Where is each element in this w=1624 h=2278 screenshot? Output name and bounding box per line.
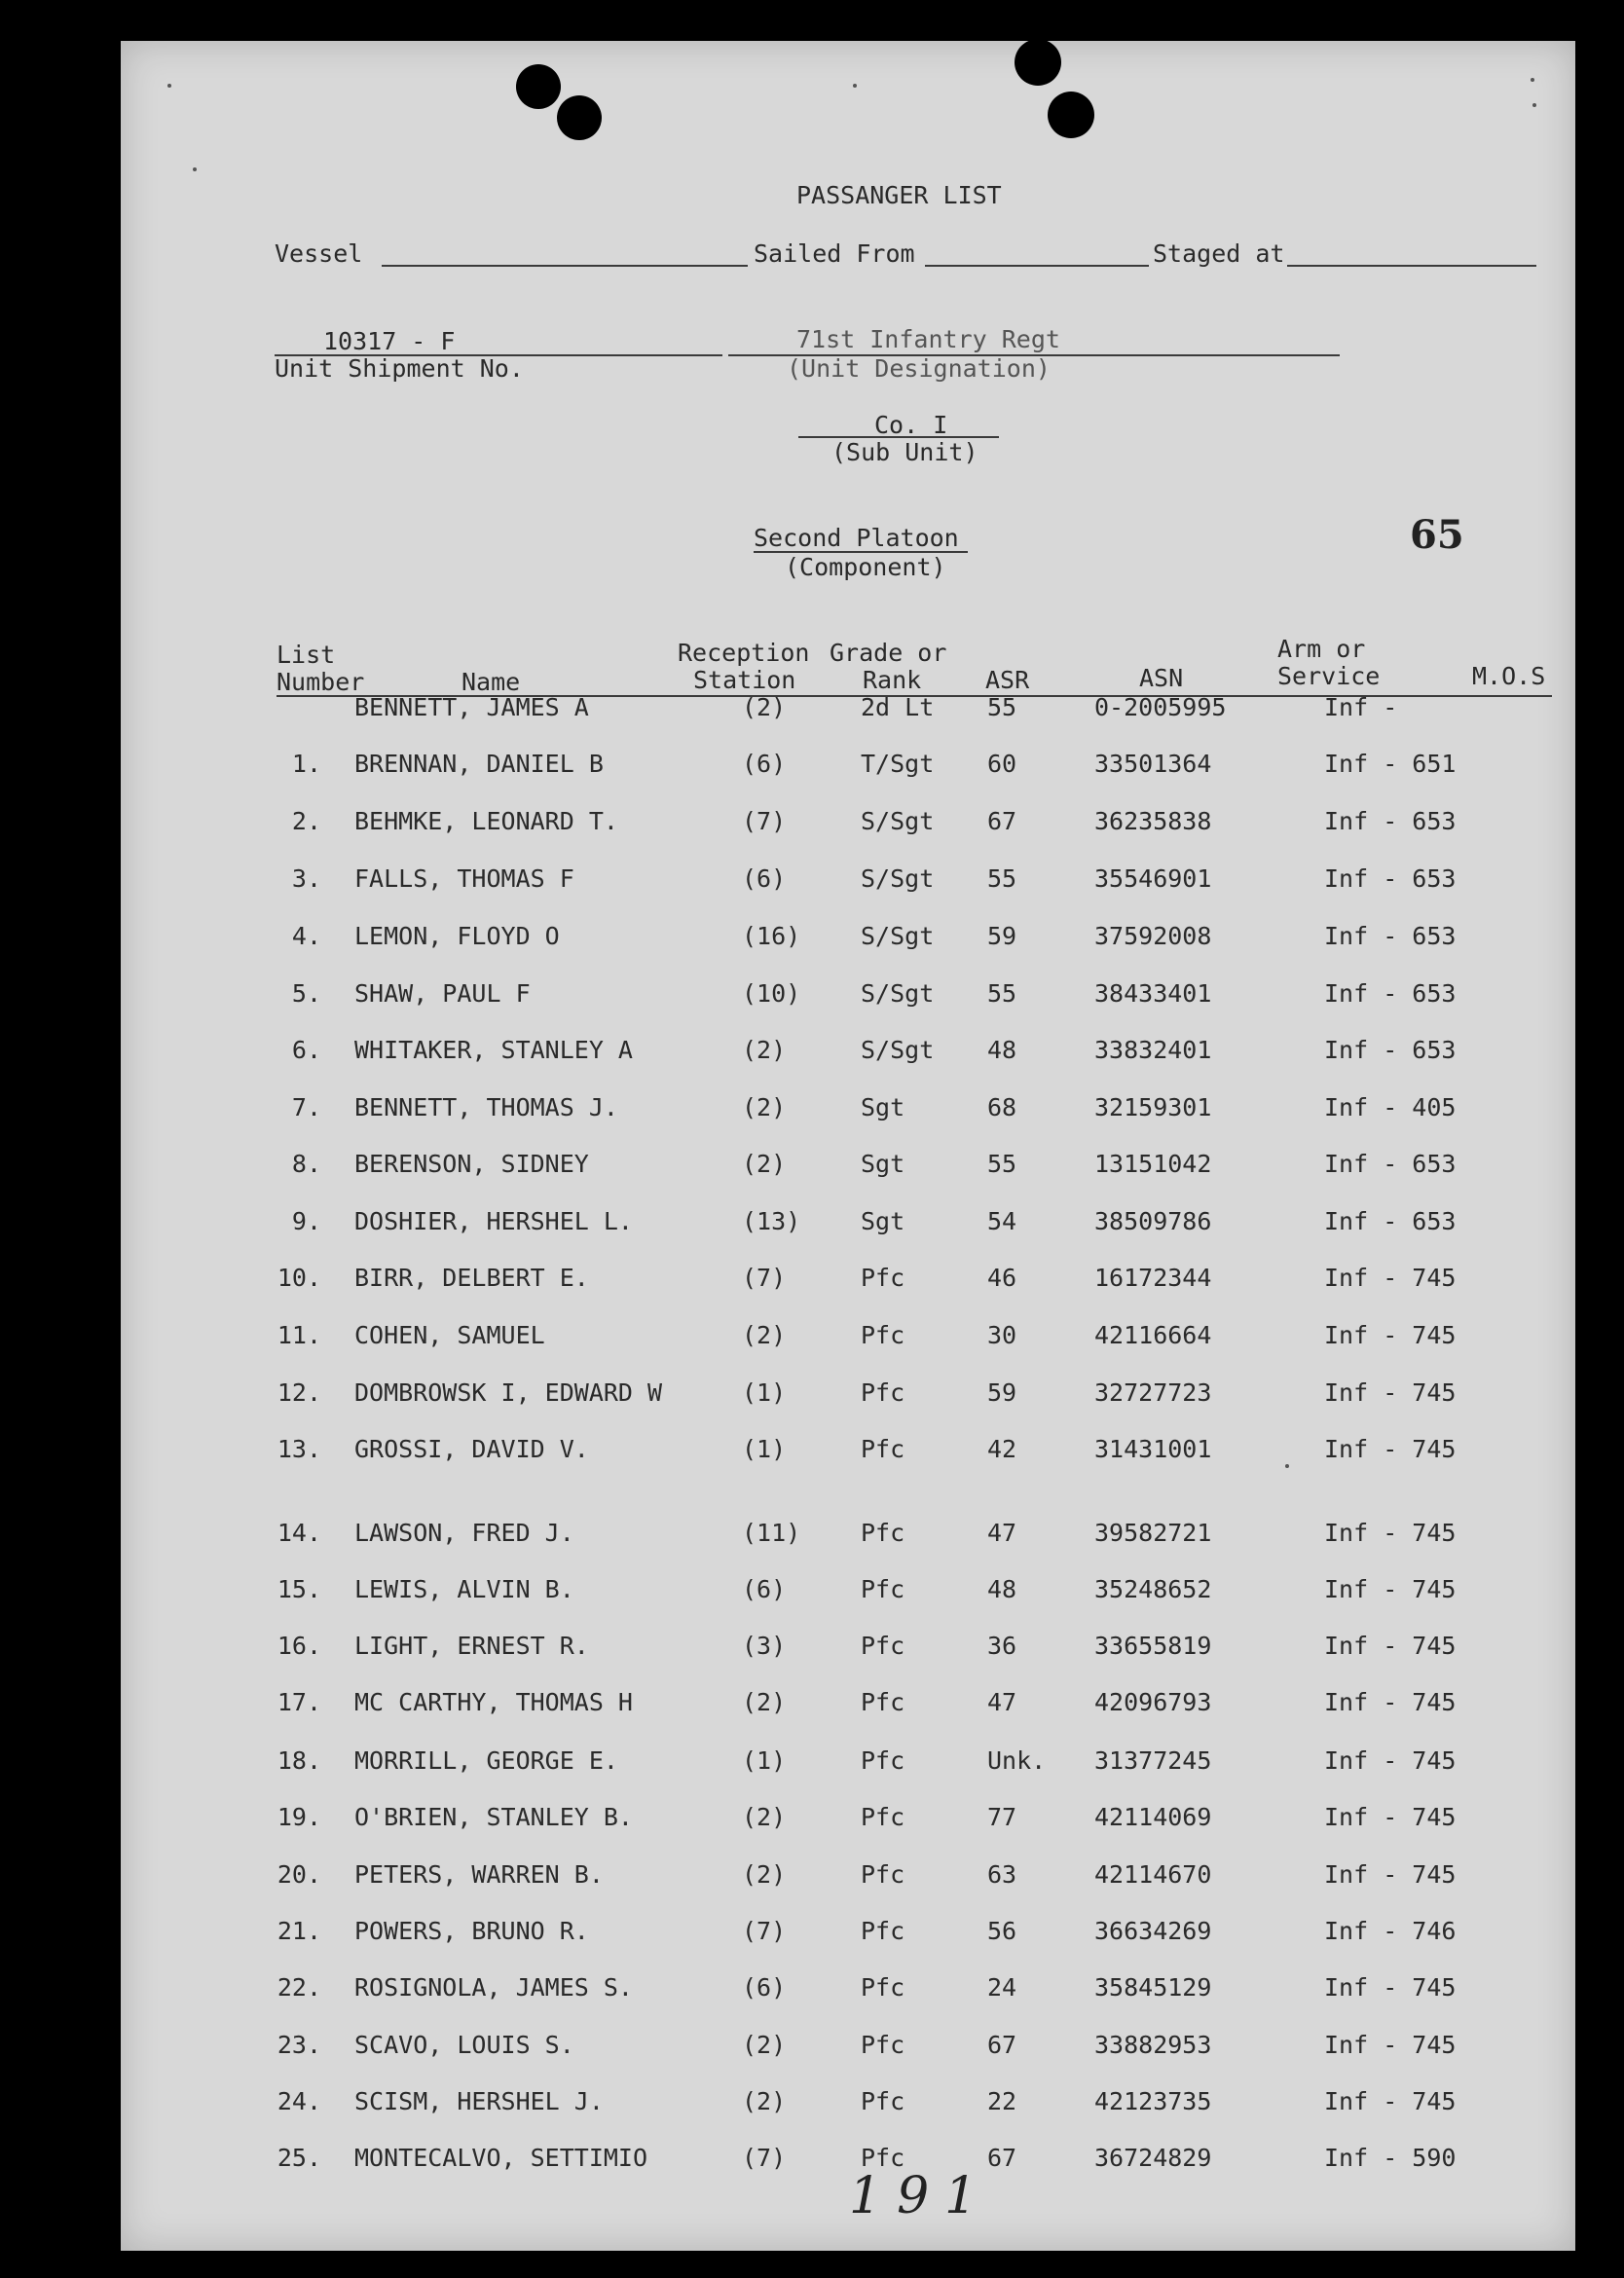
arm-and-mos: Inf - 745 xyxy=(1324,1575,1457,1603)
passenger-name: LEMON, FLOYD O xyxy=(354,922,560,950)
asn-number: 36235838 xyxy=(1094,807,1212,835)
officer-asn: 0-2005995 xyxy=(1094,693,1227,721)
grade: Pfc xyxy=(861,1632,905,1660)
list-number: 7. xyxy=(291,1093,321,1121)
reception-station: (6) xyxy=(742,1575,787,1603)
asn-number: 42114069 xyxy=(1094,1803,1212,1831)
passenger-name: BIRR, DELBERT E. xyxy=(354,1264,589,1292)
asr-score: 42 xyxy=(987,1435,1017,1463)
arm-and-mos: Inf - 745 xyxy=(1324,1264,1457,1292)
reception-station: (1) xyxy=(742,1435,787,1463)
list-number: 23. xyxy=(277,2031,321,2059)
passenger-name: MONTECALVO, SETTIMIO xyxy=(354,2144,648,2172)
asn-number: 35845129 xyxy=(1094,1973,1212,2002)
arm-and-mos: Inf - 745 xyxy=(1324,1860,1457,1889)
paper-speck xyxy=(1531,78,1534,82)
asr-score: Unk. xyxy=(987,1746,1047,1775)
passenger-name: BEHMKE, LEONARD T. xyxy=(354,807,618,835)
list-number: 14. xyxy=(277,1519,321,1547)
grade: Pfc xyxy=(861,1803,905,1831)
grade: Sgt xyxy=(861,1093,905,1121)
reception-station: (2) xyxy=(742,2087,787,2115)
list-number: 17. xyxy=(277,1688,321,1716)
table-row xyxy=(0,1207,1624,1246)
asr-score: 36 xyxy=(987,1632,1017,1660)
passenger-name: MORRILL, GEORGE E. xyxy=(354,1746,618,1775)
table-row xyxy=(0,922,1624,961)
arm-and-mos: Inf - 653 xyxy=(1324,922,1457,950)
arm-and-mos: Inf - 745 xyxy=(1324,1746,1457,1775)
table-row xyxy=(0,1264,1624,1303)
grade: S/Sgt xyxy=(861,1036,935,1064)
column-header-grade-2: Rank xyxy=(863,666,922,694)
grade: Pfc xyxy=(861,1860,905,1889)
staged-at-underline xyxy=(1287,265,1536,267)
table-row xyxy=(0,750,1624,789)
reception-station: (7) xyxy=(742,2144,787,2172)
asn-number: 33882953 xyxy=(1094,2031,1212,2059)
punch-hole-left-top xyxy=(516,64,561,109)
asr-score: 55 xyxy=(987,979,1017,1008)
officer-row xyxy=(0,693,1624,732)
page-number: 65 xyxy=(1410,512,1464,558)
passenger-name: COHEN, SAMUEL xyxy=(354,1321,545,1349)
passenger-name: LEWIS, ALVIN B. xyxy=(354,1575,574,1603)
arm-and-mos: Inf - 745 xyxy=(1324,1435,1457,1463)
reception-station: (1) xyxy=(742,1746,787,1775)
arm-and-mos: Inf - 745 xyxy=(1324,1803,1457,1831)
list-number: 24. xyxy=(277,2087,321,2115)
asn-number: 38509786 xyxy=(1094,1207,1212,1235)
reception-station: (3) xyxy=(742,1632,787,1660)
grade: Pfc xyxy=(861,1378,905,1407)
table-row xyxy=(0,1575,1624,1614)
officer-arm: Inf - xyxy=(1324,693,1398,721)
table-row xyxy=(0,1378,1624,1417)
asn-number: 33832401 xyxy=(1094,1036,1212,1064)
passenger-name: LIGHT, ERNEST R. xyxy=(354,1632,589,1660)
unit-designation-label: (Unit Designation) xyxy=(787,354,1051,383)
column-header-list-number-2: Number xyxy=(277,668,365,696)
list-number: 5. xyxy=(291,979,321,1008)
vessel-label: Vessel xyxy=(275,239,363,268)
reception-station: (2) xyxy=(742,1803,787,1831)
grade: Pfc xyxy=(861,1519,905,1547)
list-number: 15. xyxy=(277,1575,321,1603)
asn-number: 35546901 xyxy=(1094,864,1212,893)
passenger-name: BRENNAN, DANIEL B xyxy=(354,750,604,778)
passenger-name: FALLS, THOMAS F xyxy=(354,864,574,893)
passenger-name: WHITAKER, STANLEY A xyxy=(354,1036,633,1064)
grade: Pfc xyxy=(861,1746,905,1775)
unit-shipment-label: Unit Shipment No. xyxy=(275,354,524,383)
list-number: 16. xyxy=(277,1632,321,1660)
passenger-name: GROSSI, DAVID V. xyxy=(354,1435,589,1463)
reception-station: (13) xyxy=(742,1207,801,1235)
table-row xyxy=(0,2087,1624,2126)
table-row xyxy=(0,1150,1624,1189)
table-row xyxy=(0,1803,1624,1842)
list-number: 3. xyxy=(291,864,321,893)
table-row xyxy=(0,1688,1624,1727)
table-row xyxy=(0,1917,1624,1956)
arm-and-mos: Inf - 653 xyxy=(1324,864,1457,893)
asr-score: 63 xyxy=(987,1860,1017,1889)
paper-speck xyxy=(167,84,171,88)
reception-station: (10) xyxy=(742,979,801,1008)
passenger-name: POWERS, BRUNO R. xyxy=(354,1917,589,1945)
table-row xyxy=(0,1632,1624,1671)
asn-number: 31431001 xyxy=(1094,1435,1212,1463)
reception-station: (2) xyxy=(742,1321,787,1349)
reception-station: (11) xyxy=(742,1519,801,1547)
asn-number: 42116664 xyxy=(1094,1321,1212,1349)
asr-score: 22 xyxy=(987,2087,1017,2115)
punch-hole-left-bottom xyxy=(557,95,602,140)
grade: Pfc xyxy=(861,1321,905,1349)
reception-station: (7) xyxy=(742,1264,787,1292)
list-number: 18. xyxy=(277,1746,321,1775)
passenger-name: SCISM, HERSHEL J. xyxy=(354,2087,604,2115)
table-row xyxy=(0,1036,1624,1075)
reception-station: (2) xyxy=(742,2031,787,2059)
grade: Pfc xyxy=(861,1264,905,1292)
paper-speck xyxy=(193,167,197,171)
page-title: PASSANGER LIST xyxy=(796,181,1002,209)
grade: Pfc xyxy=(861,1575,905,1603)
asn-number: 32159301 xyxy=(1094,1093,1212,1121)
grade: Pfc xyxy=(861,2144,905,2172)
list-number: 20. xyxy=(277,1860,321,1889)
asr-score: 48 xyxy=(987,1036,1017,1064)
arm-and-mos: Inf - 745 xyxy=(1324,1519,1457,1547)
reception-station: (6) xyxy=(742,864,787,893)
arm-and-mos: Inf - 745 xyxy=(1324,1688,1457,1716)
table-row xyxy=(0,1746,1624,1785)
asr-score: 30 xyxy=(987,1321,1017,1349)
grade: Pfc xyxy=(861,2087,905,2115)
asr-score: 47 xyxy=(987,1688,1017,1716)
passenger-name: LAWSON, FRED J. xyxy=(354,1519,574,1547)
grade: S/Sgt xyxy=(861,807,935,835)
table-row xyxy=(0,2144,1624,2183)
asr-score: 59 xyxy=(987,922,1017,950)
reception-station: (6) xyxy=(742,750,787,778)
asn-number: 42123735 xyxy=(1094,2087,1212,2115)
grade: T/Sgt xyxy=(861,750,935,778)
asn-number: 36634269 xyxy=(1094,1917,1212,1945)
asn-number: 13151042 xyxy=(1094,1150,1212,1178)
grade: Pfc xyxy=(861,1973,905,2002)
officer-station: (2) xyxy=(742,693,787,721)
asn-number: 35248652 xyxy=(1094,1575,1212,1603)
asr-score: 59 xyxy=(987,1378,1017,1407)
arm-and-mos: Inf - 653 xyxy=(1324,1207,1457,1235)
list-number: 4. xyxy=(291,922,321,950)
grade: Pfc xyxy=(861,1435,905,1463)
passenger-name: ROSIGNOLA, JAMES S. xyxy=(354,1973,633,2002)
reception-station: (6) xyxy=(742,1973,787,2002)
column-header-grade: Grade or xyxy=(830,639,947,667)
paper-speck xyxy=(1532,103,1536,107)
arm-and-mos: Inf - 745 xyxy=(1324,1973,1457,2002)
grade: Pfc xyxy=(861,1688,905,1716)
arm-and-mos: Inf - 745 xyxy=(1324,1378,1457,1407)
sub-unit: Co. I xyxy=(874,411,948,439)
arm-and-mos: Inf - 651 xyxy=(1324,750,1457,778)
passenger-name: BENNETT, THOMAS J. xyxy=(354,1093,618,1121)
asr-score: 77 xyxy=(987,1803,1017,1831)
grade: Sgt xyxy=(861,1150,905,1178)
asr-score: 67 xyxy=(987,2144,1017,2172)
table-row xyxy=(0,1860,1624,1899)
asr-score: 48 xyxy=(987,1575,1017,1603)
asr-score: 55 xyxy=(987,864,1017,893)
grade: Sgt xyxy=(861,1207,905,1235)
reception-station: (7) xyxy=(742,1917,787,1945)
grade: S/Sgt xyxy=(861,979,935,1008)
list-number: 2. xyxy=(291,807,321,835)
asr-score: 68 xyxy=(987,1093,1017,1121)
sailed-from-label: Sailed From xyxy=(754,239,915,268)
column-header-asn: ASN xyxy=(1139,664,1184,692)
asr-score: 46 xyxy=(987,1264,1017,1292)
passenger-name: O'BRIEN, STANLEY B. xyxy=(354,1803,633,1831)
list-number: 13. xyxy=(277,1435,321,1463)
reception-station: (2) xyxy=(742,1036,787,1064)
vessel-underline xyxy=(382,265,748,267)
grade: Pfc xyxy=(861,2031,905,2059)
asr-score: 54 xyxy=(987,1207,1017,1235)
asn-number: 37592008 xyxy=(1094,922,1212,950)
arm-and-mos: Inf - 653 xyxy=(1324,807,1457,835)
arm-and-mos: Inf - 653 xyxy=(1324,1150,1457,1178)
component: Second Platoon xyxy=(754,524,959,552)
passenger-name: DOSHIER, HERSHEL L. xyxy=(354,1207,633,1235)
passenger-name: PETERS, WARREN B. xyxy=(354,1860,604,1889)
arm-and-mos: Inf - 745 xyxy=(1324,1632,1457,1660)
column-header-mos: M.O.S xyxy=(1472,662,1546,690)
column-header-name: Name xyxy=(461,668,521,696)
grade: S/Sgt xyxy=(861,922,935,950)
arm-and-mos: Inf - 653 xyxy=(1324,1036,1457,1064)
reception-station: (2) xyxy=(742,1150,787,1178)
arm-and-mos: Inf - 405 xyxy=(1324,1093,1457,1121)
reception-station: (2) xyxy=(742,1860,787,1889)
list-number: 8. xyxy=(291,1150,321,1178)
officer-asr: 55 xyxy=(987,693,1017,721)
officer-grade: 2d Lt xyxy=(861,693,935,721)
arm-and-mos: Inf - 653 xyxy=(1324,979,1457,1008)
asr-score: 55 xyxy=(987,1150,1017,1178)
reception-station: (1) xyxy=(742,1378,787,1407)
asn-number: 33655819 xyxy=(1094,1632,1212,1660)
arm-and-mos: Inf - 745 xyxy=(1324,2031,1457,2059)
asn-number: 38433401 xyxy=(1094,979,1212,1008)
list-number: 11. xyxy=(277,1321,321,1349)
table-row xyxy=(0,1435,1624,1474)
grade: S/Sgt xyxy=(861,864,935,893)
column-header-asr: ASR xyxy=(985,666,1030,694)
asr-score: 60 xyxy=(987,750,1017,778)
unit-designation: 71st Infantry Regt xyxy=(796,325,1060,353)
list-number: 21. xyxy=(277,1917,321,1945)
grade: Pfc xyxy=(861,1917,905,1945)
asn-number: 33501364 xyxy=(1094,750,1212,778)
reception-station: (2) xyxy=(742,1688,787,1716)
asr-score: 67 xyxy=(987,2031,1017,2059)
unit-shipment-number: 10317 - F xyxy=(323,327,456,355)
arm-and-mos: Inf - 590 xyxy=(1324,2144,1457,2172)
sailed-from-underline xyxy=(925,265,1149,267)
reception-station: (2) xyxy=(742,1093,787,1121)
passenger-name: BERENSON, SIDNEY xyxy=(354,1150,589,1178)
list-number: 6. xyxy=(291,1036,321,1064)
list-number: 19. xyxy=(277,1803,321,1831)
officer-name: BENNETT, JAMES A xyxy=(354,693,589,721)
asn-number: 16172344 xyxy=(1094,1264,1212,1292)
list-number: 12. xyxy=(277,1378,321,1407)
table-row xyxy=(0,1321,1624,1360)
list-number: 22. xyxy=(277,1973,321,2002)
table-row xyxy=(0,1519,1624,1558)
arm-and-mos: Inf - 745 xyxy=(1324,2087,1457,2115)
column-header-arm-2: Service xyxy=(1277,662,1381,690)
asn-number: 31377245 xyxy=(1094,1746,1212,1775)
paper-speck xyxy=(853,84,857,88)
table-row xyxy=(0,807,1624,846)
component-label: (Component) xyxy=(785,553,946,581)
asr-score: 67 xyxy=(987,807,1017,835)
column-header-station: Reception xyxy=(678,639,810,667)
asr-score: 56 xyxy=(987,1917,1017,1945)
passenger-name: SHAW, PAUL F xyxy=(354,979,531,1008)
asn-number: 42096793 xyxy=(1094,1688,1212,1716)
staged-at-label: Staged at xyxy=(1153,239,1285,268)
table-row xyxy=(0,2031,1624,2070)
punch-hole-right-top xyxy=(1015,39,1061,86)
handwritten-number: 191 xyxy=(849,2167,993,2225)
table-row xyxy=(0,1973,1624,2012)
asn-number: 36724829 xyxy=(1094,2144,1212,2172)
table-row xyxy=(0,864,1624,903)
sub-unit-label: (Sub Unit) xyxy=(831,438,978,466)
list-number: 10. xyxy=(277,1264,321,1292)
passenger-name: MC CARTHY, THOMAS H xyxy=(354,1688,633,1716)
reception-station: (16) xyxy=(742,922,801,950)
asn-number: 32727723 xyxy=(1094,1378,1212,1407)
asr-score: 24 xyxy=(987,1973,1017,2002)
arm-and-mos: Inf - 745 xyxy=(1324,1321,1457,1349)
column-header-arm: Arm or xyxy=(1277,635,1366,663)
list-number: 25. xyxy=(277,2144,321,2172)
reception-station: (7) xyxy=(742,807,787,835)
passenger-name: DOMBROWSK I, EDWARD W xyxy=(354,1378,663,1407)
asn-number: 39582721 xyxy=(1094,1519,1212,1547)
table-row xyxy=(0,979,1624,1018)
table-row xyxy=(0,1093,1624,1132)
asr-score: 47 xyxy=(987,1519,1017,1547)
column-header-station-2: Station xyxy=(693,666,796,694)
punch-hole-right-bottom xyxy=(1048,92,1094,138)
column-header-list-number: List xyxy=(277,641,336,669)
list-number: 9. xyxy=(291,1207,321,1235)
arm-and-mos: Inf - 746 xyxy=(1324,1917,1457,1945)
asn-number: 42114670 xyxy=(1094,1860,1212,1889)
passenger-name: SCAVO, LOUIS S. xyxy=(354,2031,574,2059)
list-number: 1. xyxy=(291,750,321,778)
